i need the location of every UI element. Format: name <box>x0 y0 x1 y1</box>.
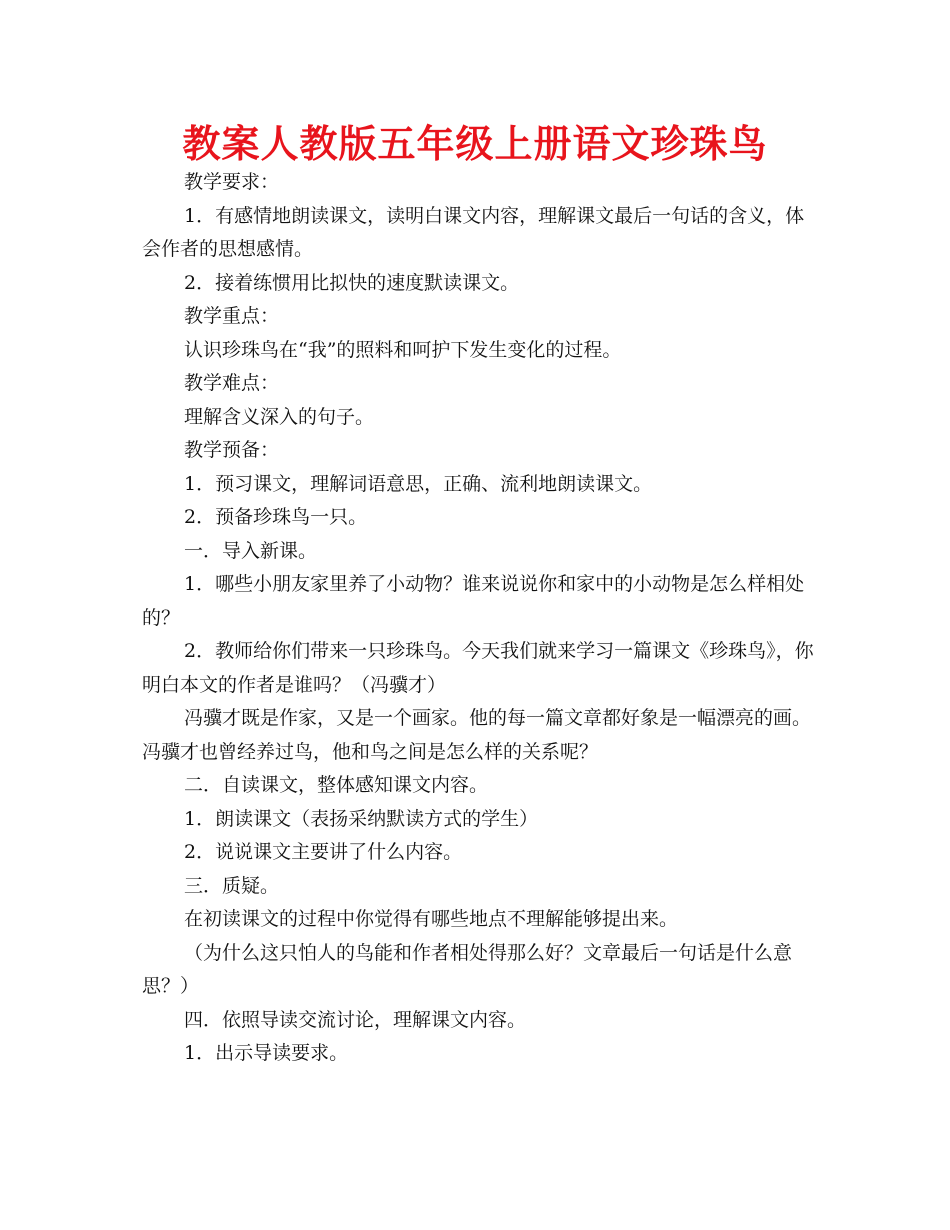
paragraph: 1．出示导读要求。 <box>184 1042 349 1064</box>
paragraph: 在初读课文的过程中你觉得有哪些地点不理解能够提出来。 <box>184 908 679 930</box>
paragraph: 冯骥才既是作家，又是一个画家。他的每一篇文章都好象是一幅漂亮的画。冯骥才也曾经养过鸟，他和鸟之间是怎么样的关系呢？ <box>142 707 812 763</box>
paragraph: 教学要求： <box>184 171 280 193</box>
paragraph: 2．预备珍珠鸟一只。 <box>184 506 368 528</box>
paragraph: 理解含义深入的句子。 <box>184 405 375 428</box>
paragraph: 认识珍珠鸟在“我”的照料和呵护下发生变化的过程。 <box>184 338 622 361</box>
document-title: 教案人教版五年级上册语文珍珠鸟 <box>182 122 768 166</box>
paragraph: 1．朗读课文（表扬采纳默读方式的学生） <box>184 807 539 830</box>
paragraph: 二．自读课文，整体感知课文内容。 <box>184 774 489 796</box>
paragraph: 1．有感情地朗读课文，读明白课文内容，理解课文最后一句话的含义，体会作者的思想感情。 <box>142 204 805 260</box>
paragraph: 1．哪些小朋友家里养了小动物？谁来说说你和家中的小动物是怎么样相处的？ <box>142 573 805 629</box>
paragraph: 2．接着练惯用比拟快的速度默读课文。 <box>184 271 520 294</box>
paragraph: 教学重点： <box>184 305 280 327</box>
paragraph: 2．说说课文主要讲了什么内容。 <box>184 841 463 863</box>
paragraph: 教学难点： <box>184 372 280 394</box>
paragraph: 四．依照导读交流讨论，理解课文内容。 <box>184 1008 527 1031</box>
paragraph: （为什么这只怕人的鸟能和作者相处得那么好？文章最后一句话是什么意思？） <box>142 941 793 997</box>
paragraph: 1．预习课文，理解词语意思，正确、流利地朗读课文。 <box>184 472 653 495</box>
paragraph: 三．质疑。 <box>184 874 280 897</box>
document-body <box>142 166 814 1071</box>
paragraph: 教学预备： <box>184 439 280 461</box>
paragraph: 一．导入新课。 <box>184 539 318 562</box>
paragraph: 2．教师给你们带来一只珍珠鸟。今天我们就来学习一篇课文《珍珠鸟》，你明白本文的作者是谁吗？（冯骥才） <box>142 640 814 696</box>
